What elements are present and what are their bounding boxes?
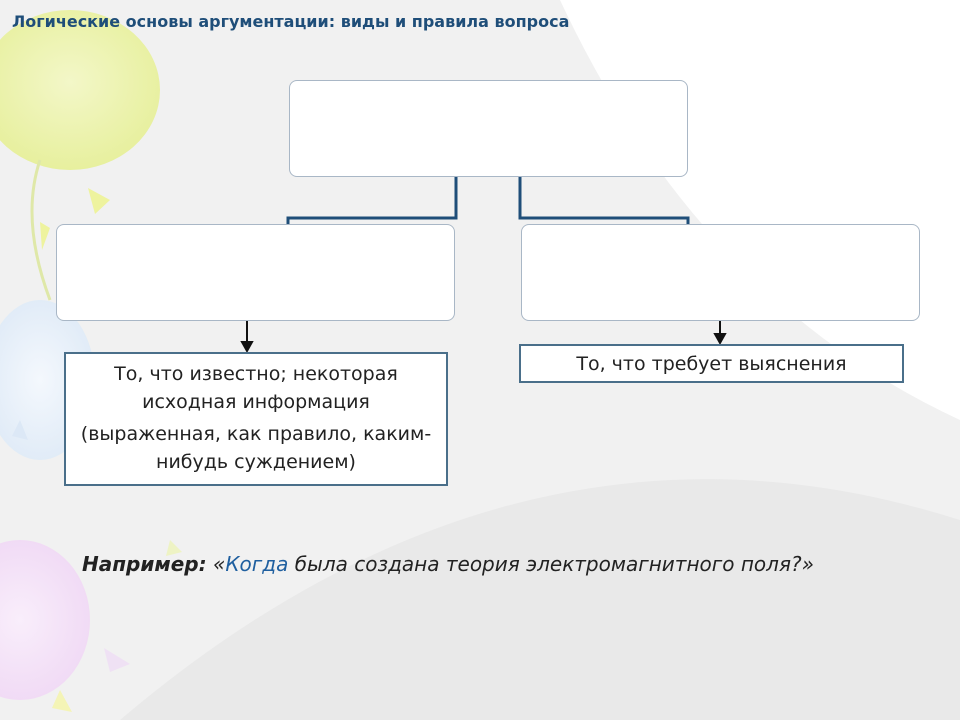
known-info-line1: То, что известно; некоторая исходная информация (114, 363, 398, 413)
example-label: Например: (82, 552, 207, 576)
example-open-quote: « (206, 552, 226, 576)
known-info-box (64, 352, 448, 486)
known-info-line2: (выраженная, как правило, каким-нибудь суждением) (80, 423, 432, 473)
diagram-node-top (289, 80, 688, 177)
arrow-left-head (242, 342, 252, 351)
clarify-box: То, что требует выяснения (519, 344, 904, 383)
arrow-right-head (715, 334, 725, 343)
connector-top-to-right (520, 177, 688, 224)
example-accent-word: Когда (225, 552, 289, 576)
diagram-node-right (521, 224, 920, 321)
page-title: Логические основы аргументации: виды и правила вопроса (12, 12, 570, 31)
diagram-node-left (56, 224, 455, 321)
example-text (82, 550, 882, 578)
example-rest: была создана теория электромагнитного поля?» (288, 552, 814, 576)
connector-top-to-left (288, 177, 456, 224)
